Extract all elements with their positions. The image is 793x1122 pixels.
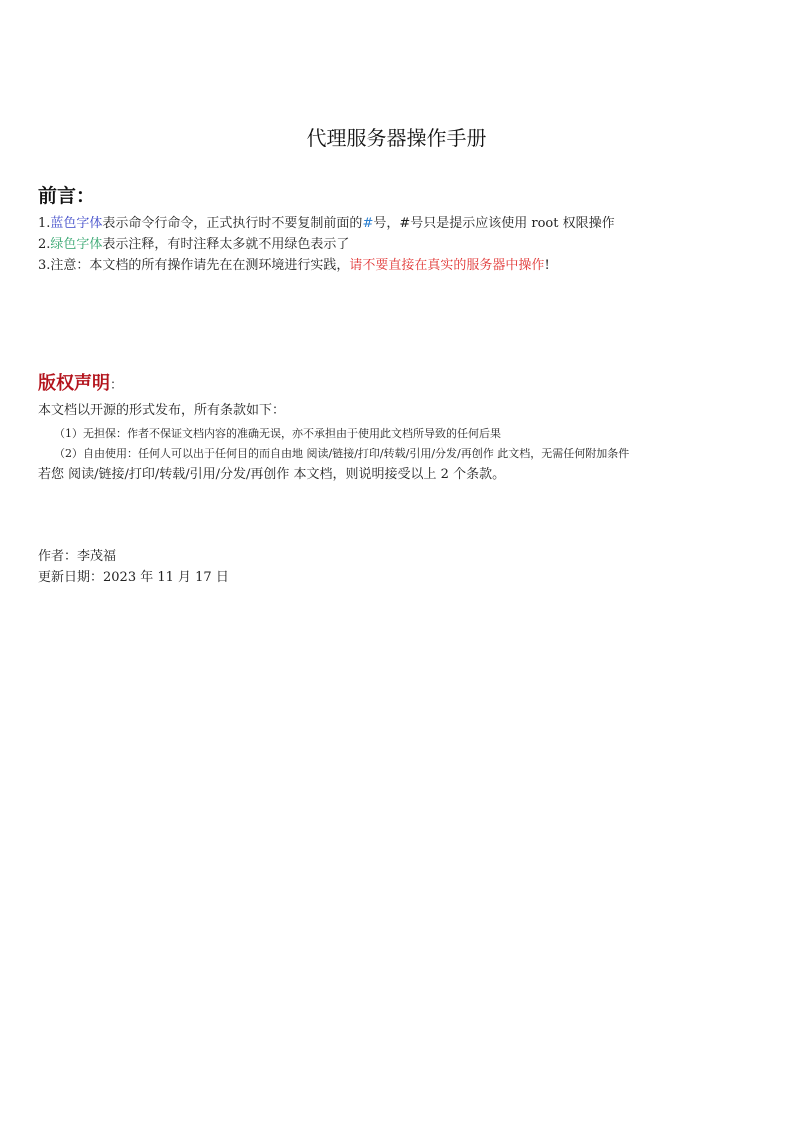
item-text-tail: 号，#号只是提示应该使用 root 权限操作	[373, 216, 615, 231]
item-number: 3.	[38, 258, 51, 273]
blue-font-label: 蓝色字体	[50, 216, 103, 231]
warning-text: 请不要直接在真实的服务器中操作	[349, 258, 545, 273]
preface-heading: 前言：	[38, 185, 96, 207]
item-text: 注意：本文档的所有操作请先在在测环境进行实践，	[50, 258, 350, 273]
preface-item-2	[38, 236, 349, 254]
preface-item-3	[38, 257, 550, 275]
author-line: 作者：李茂福	[38, 549, 117, 564]
document-title: 代理服务器操作手册	[306, 126, 487, 150]
preface-item-1	[38, 215, 615, 233]
copyright-clause-1: （1）无担保：作者不保证文档内容的准确无误，亦不承担由于使用此文档所导致的任何后果	[54, 427, 501, 440]
item-text-end: !	[544, 258, 550, 273]
copyright-summary: 若您 阅读/链接/打印/转载/引用/分发/再创作 本文档，则说明接受以上 2 个条款。	[38, 467, 506, 482]
hash-symbol: #	[362, 216, 374, 231]
copyright-heading	[38, 369, 123, 395]
copyright-heading-text: 版权声明	[38, 373, 110, 394]
item-text: 表示命令行命令，正式执行时不要复制前面的	[102, 216, 363, 231]
copyright-heading-colon: ：	[110, 378, 124, 393]
copyright-clause-2: （2）自由使用：任何人可以出于任何目的而自由地 阅读/链接/打印/转载/引用/分发/再创作 此文档，无需任何附加条件	[54, 447, 630, 460]
update-date-line: 更新日期：2023 年 11 月 17 日	[38, 570, 229, 585]
item-text: 表示注释，有时注释太多就不用绿色表示了	[102, 237, 350, 252]
copyright-intro: 本文档以开源的形式发布，所有条款如下：	[38, 403, 286, 418]
green-font-label: 绿色字体	[50, 237, 103, 252]
item-number: 2.	[38, 237, 51, 252]
item-number: 1.	[38, 216, 51, 231]
